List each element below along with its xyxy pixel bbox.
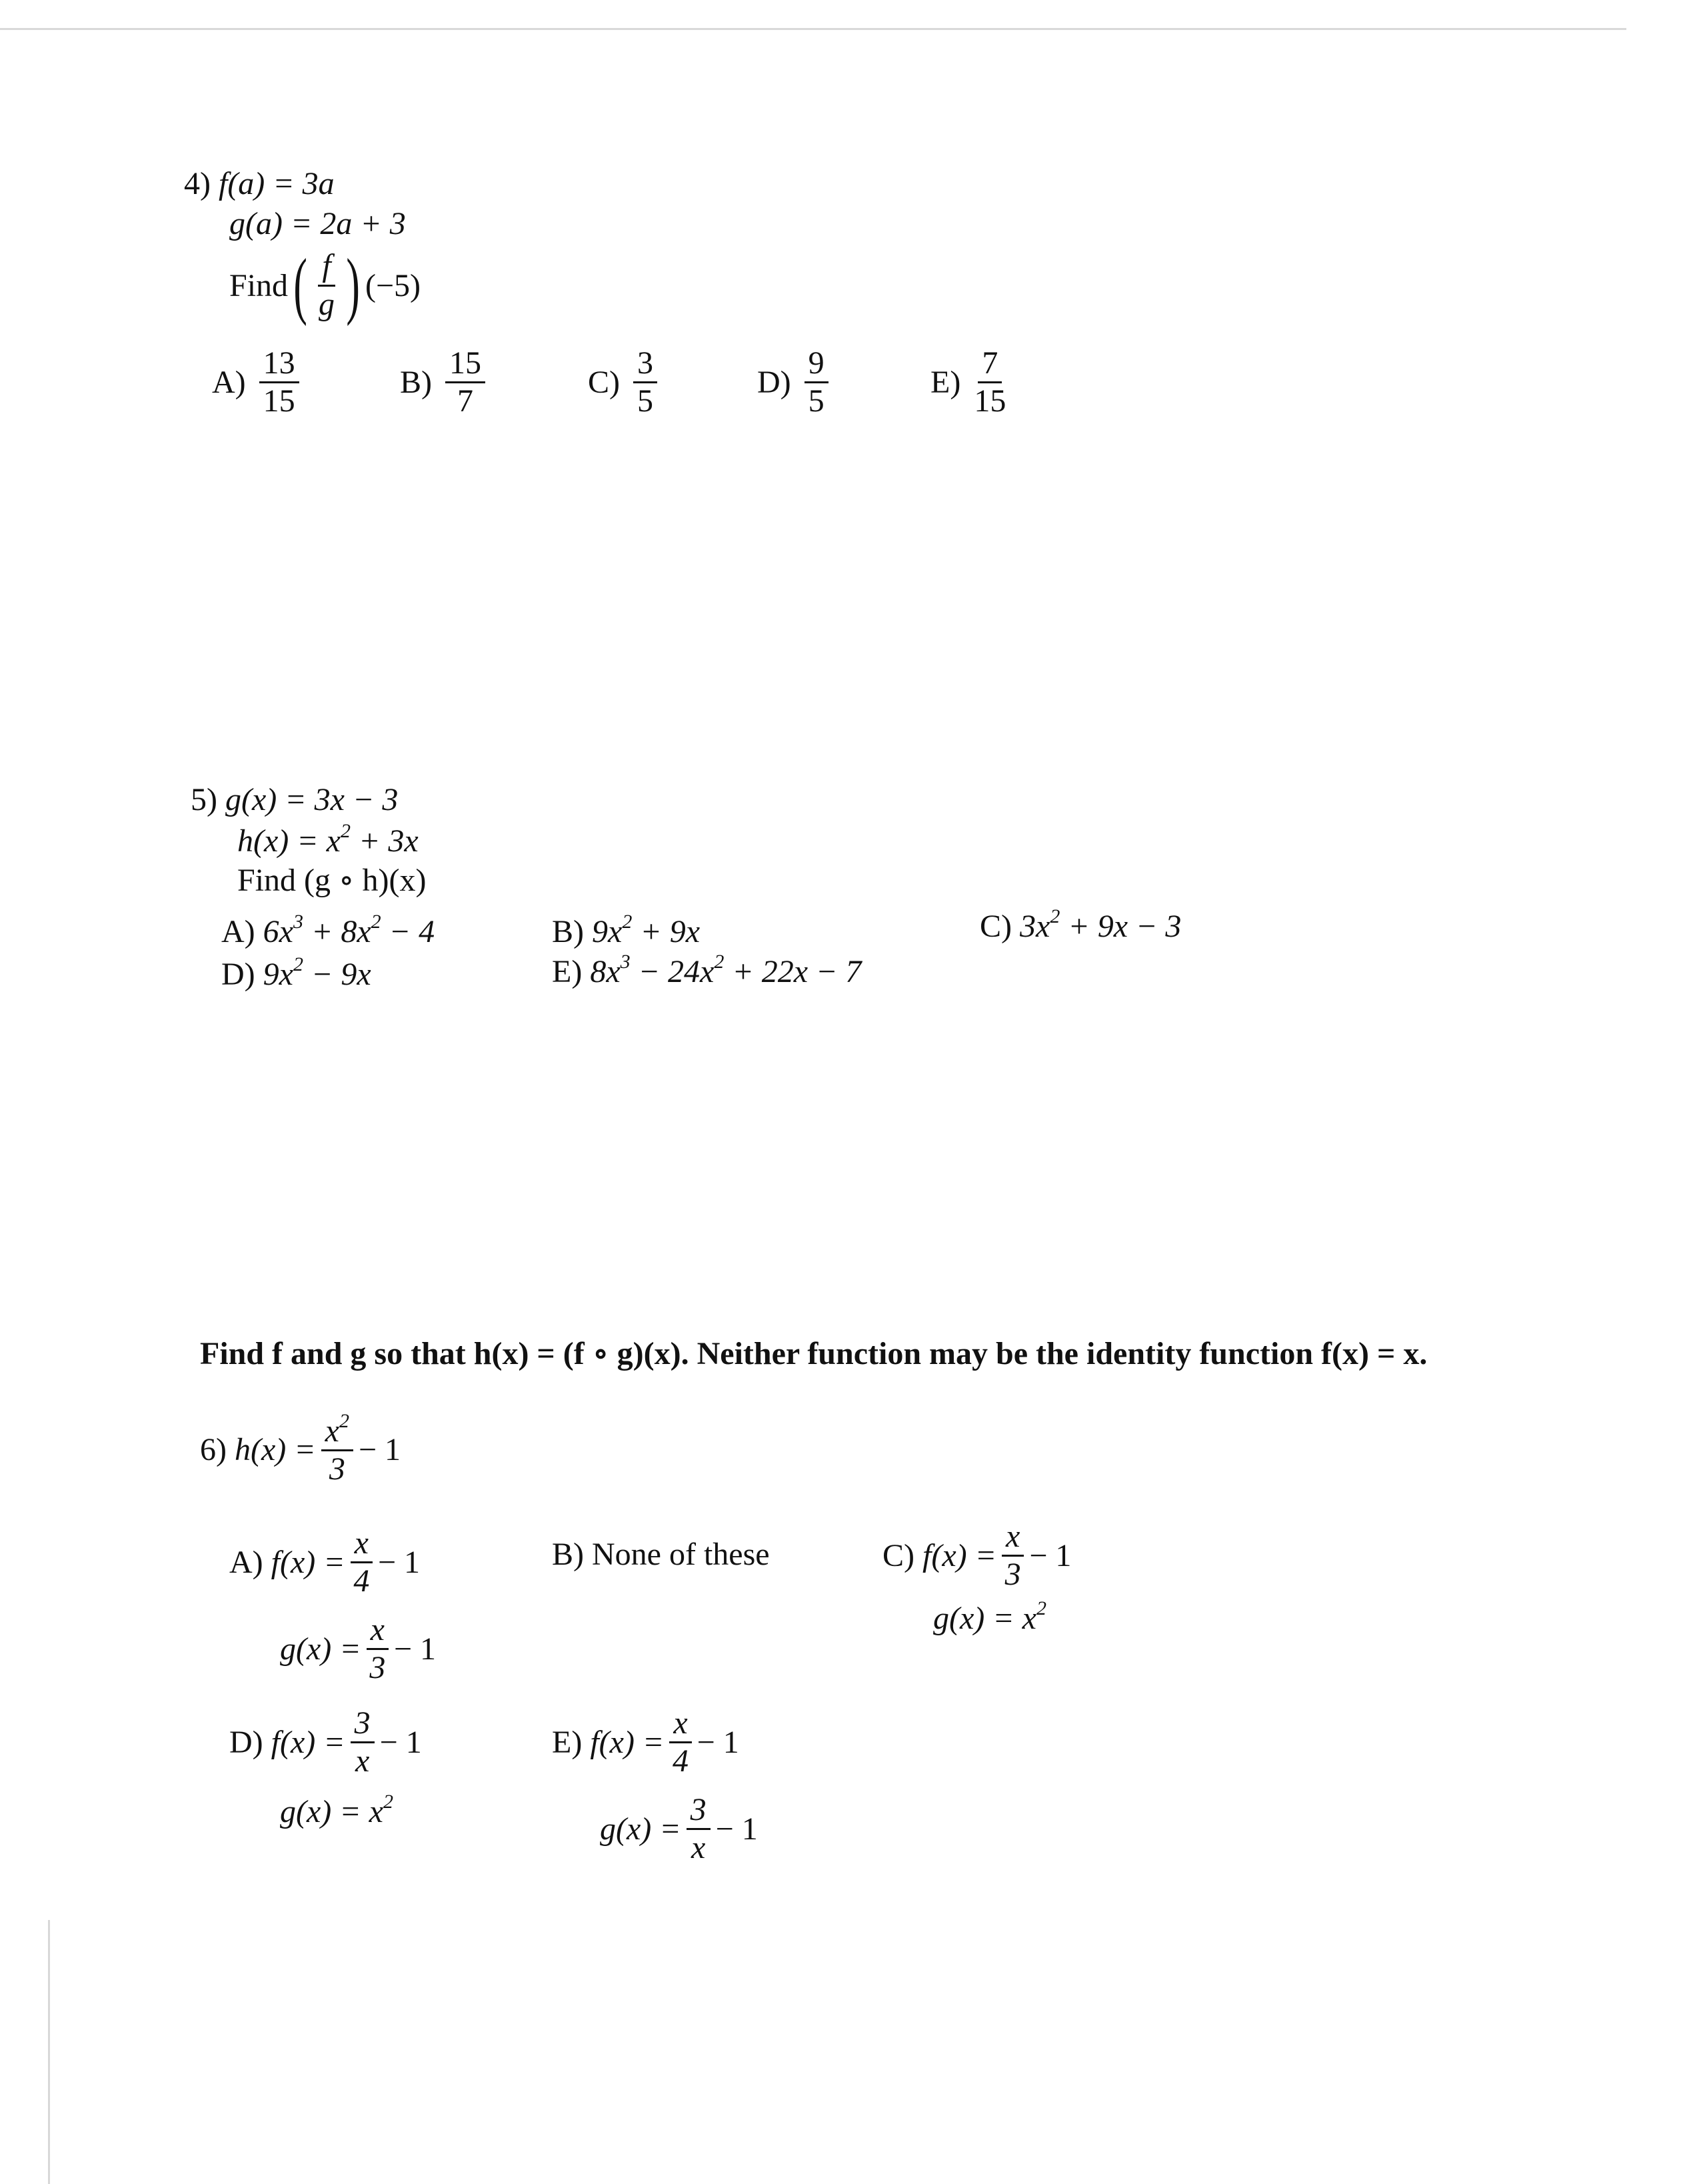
expr-exponent: 2 [622, 911, 633, 933]
q5-g-definition: g(x) = 3x − 3 [225, 782, 399, 817]
f-tail: − 1 [697, 1725, 739, 1761]
numerator: x [1002, 1520, 1024, 1557]
f-fraction [351, 1707, 375, 1779]
denominator: 3 [329, 1451, 345, 1487]
f-fraction [669, 1707, 691, 1779]
q4-choice-e[interactable] [930, 347, 1011, 419]
numerator: 7 [978, 347, 1002, 383]
expr-part: 3x [1020, 909, 1050, 944]
choice-label: A) [229, 1545, 263, 1581]
choice-text: None of these [592, 1537, 770, 1572]
f-tail: − 1 [377, 1545, 421, 1581]
expr-part: − 9x [303, 957, 371, 992]
denominator: 15 [263, 383, 295, 419]
choice-label: A) [221, 914, 255, 949]
q5-choice-c[interactable] [980, 905, 1182, 945]
g-lhs: g(x) = [600, 1811, 681, 1847]
f-lhs: f(x) = [271, 1545, 345, 1581]
expr-part: + 8x [303, 914, 371, 949]
q6-h-lhs: h(x) = [234, 1432, 316, 1468]
g-expression [933, 1597, 1046, 1637]
g-text: g(x) = x [280, 1794, 383, 1829]
choice-label: D) [229, 1725, 263, 1761]
q4-choice-c[interactable] [588, 347, 663, 419]
expr-part: + 9x − 3 [1060, 909, 1182, 944]
f-tail: − 1 [379, 1725, 422, 1761]
q5-choice-b[interactable] [552, 913, 700, 950]
numerator: x [351, 1527, 373, 1563]
q5-choice-e[interactable] [552, 953, 861, 990]
q5-h-part: + 3x [350, 823, 419, 859]
q4-choice-b[interactable] [400, 347, 491, 419]
g-exponent: 2 [383, 1791, 393, 1813]
g-tail: − 1 [393, 1631, 437, 1667]
numerator: 3 [633, 347, 657, 383]
choice-label: B) [400, 365, 432, 401]
expr-part: − 4 [381, 914, 435, 949]
choice-label: C) [980, 909, 1012, 944]
f-fraction [1002, 1520, 1024, 1592]
q4-choice-d[interactable] [757, 347, 834, 419]
choice-expression [1020, 905, 1182, 945]
g-fraction [367, 1613, 389, 1685]
top-scan-line [0, 28, 1626, 30]
choice-label: E) [552, 1725, 583, 1761]
g-tail: − 1 [715, 1811, 758, 1847]
q4-number: 4) [184, 166, 211, 201]
q5-number: 5) [191, 782, 217, 817]
expr-part: − 24x [630, 954, 715, 989]
q4-g: g [319, 286, 335, 322]
q4-f: f [318, 249, 335, 286]
expr-part: + 22x − 7 [724, 954, 862, 989]
denominator: 5 [808, 383, 825, 419]
numerator: 3 [687, 1793, 711, 1830]
q6-h-tail: − 1 [358, 1432, 401, 1468]
choice-expression [590, 953, 861, 990]
choice-label: E) [930, 365, 961, 401]
q4-open-paren: ( [293, 244, 307, 327]
denominator: 15 [974, 383, 1006, 419]
g-expression [280, 1793, 393, 1830]
choice-label: B) [552, 1537, 584, 1572]
denominator: 3 [1004, 1557, 1021, 1593]
denominator: 4 [353, 1563, 370, 1599]
q5-find-label: Find (g ∘ h)(x) [237, 863, 427, 898]
expr-exponent: 2 [293, 953, 303, 975]
expr-part: 8x [590, 954, 621, 989]
q4-g-definition: g(a) = 2a + 3 [229, 206, 406, 241]
choice-fraction [633, 347, 657, 419]
left-scan-line [48, 1920, 50, 2184]
expr-part: 6x [263, 914, 293, 949]
choice-fraction [445, 347, 485, 419]
g-text: g(x) = x [933, 1601, 1036, 1636]
numerator: x [669, 1707, 691, 1743]
denominator: 7 [457, 383, 473, 419]
q5-choice-d[interactable] [221, 953, 371, 993]
expr-exponent: 2 [1050, 905, 1060, 927]
choice-expression [592, 913, 700, 950]
q5-choice-a[interactable] [221, 913, 435, 950]
q4-f-definition: f(a) = 3a [218, 166, 335, 201]
f-fraction [351, 1527, 373, 1599]
choice-label: A) [212, 365, 246, 401]
numerator-base: x [325, 1413, 339, 1449]
choice-label: C) [882, 1538, 914, 1574]
numerator [321, 1410, 353, 1451]
f-tail: − 1 [1029, 1538, 1072, 1574]
q5-h-exponent: 2 [340, 820, 351, 842]
expr-exponent: 2 [371, 911, 381, 933]
denominator: 5 [637, 383, 653, 419]
numerator: 15 [445, 347, 485, 383]
q4-close-paren: ) [346, 244, 360, 327]
expr-part: + 9x [632, 914, 701, 949]
numerator: x [367, 1613, 389, 1650]
expr-exponent: 3 [620, 951, 631, 973]
q4-f-over-g [318, 249, 335, 321]
f-lhs: f(x) = [922, 1538, 996, 1574]
g-lhs: g(x) = [280, 1631, 361, 1667]
choice-fraction [974, 347, 1006, 419]
q4-find-label: Find [229, 267, 289, 303]
f-lhs: f(x) = [590, 1725, 665, 1761]
choice-expression [263, 953, 371, 993]
numerator: 13 [259, 347, 299, 383]
choice-fraction [805, 347, 829, 419]
g-exponent: 2 [1036, 1597, 1046, 1619]
denominator: 3 [369, 1650, 386, 1686]
expr-exponent: 2 [714, 951, 725, 973]
expr-part: 9x [263, 957, 293, 992]
choice-fraction [259, 347, 299, 419]
choice-label: D) [757, 365, 791, 401]
numerator-exponent: 2 [339, 1410, 349, 1432]
choice-label: B) [552, 914, 584, 949]
f-lhs: f(x) = [271, 1725, 345, 1761]
g-fraction [687, 1793, 711, 1865]
denominator: 4 [672, 1743, 689, 1779]
numerator: 3 [351, 1707, 375, 1743]
q6-h-fraction [321, 1410, 353, 1487]
q6-number: 6) [200, 1432, 227, 1468]
choice-expression [263, 913, 435, 950]
q4-choice-a[interactable] [212, 347, 305, 419]
choice-label: E) [552, 954, 583, 989]
q5-h-part: h(x) = x [237, 823, 341, 859]
denominator: x [691, 1830, 706, 1866]
section-instruction: Find f and g so that h(x) = (f ∘ g)(x). Neither function may be the identity function f(x) = x. [200, 1336, 1428, 1371]
numerator: 9 [805, 347, 829, 383]
expr-exponent: 3 [293, 911, 303, 933]
q6-choice-b[interactable] [552, 1536, 770, 1573]
choice-label: D) [221, 957, 255, 992]
denominator: x [355, 1743, 370, 1779]
expr-part: 9x [592, 914, 623, 949]
choice-label: C) [588, 365, 620, 401]
q4-argument: (−5) [365, 267, 421, 303]
q5-h-definition [237, 820, 419, 859]
